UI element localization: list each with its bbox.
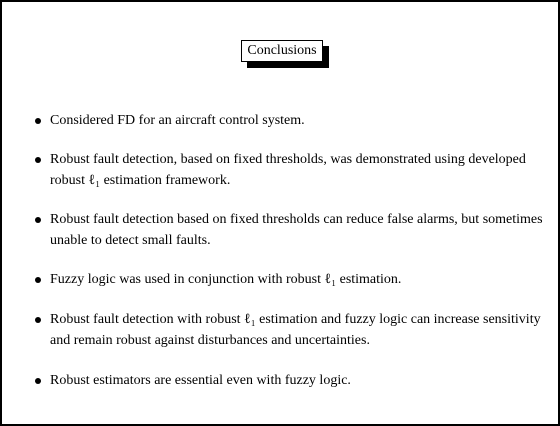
bullet-item-4 xyxy=(34,269,544,290)
bullet-dot-icon xyxy=(35,217,41,223)
bullet-list xyxy=(34,110,544,410)
slide-title: Conclusions xyxy=(241,40,322,62)
bullet-text: Fuzzy logic was used in conjunction with robust ℓ₁ estimation. xyxy=(50,272,402,287)
bullet-item-2 xyxy=(34,149,544,191)
bullet-text: Robust estimators are essential even with fuzzy logic. xyxy=(50,373,351,388)
bullet-dot-icon xyxy=(35,378,41,384)
bullet-item-6 xyxy=(34,370,544,391)
bullet-dot-icon xyxy=(35,157,41,163)
bullet-item-3 xyxy=(34,209,544,251)
bullet-item-1 xyxy=(34,110,544,131)
bullet-text: Robust fault detection based on fixed thresholds can reduce false alarms, but sometimes unable to detect small faults. xyxy=(50,212,543,248)
title-area xyxy=(2,40,558,62)
bullet-dot-icon xyxy=(35,317,41,323)
bullet-text: Considered FD for an aircraft control system. xyxy=(50,113,305,128)
bullet-text: Robust fault detection, based on fixed thresholds, was demonstrated using developed robust ℓ₁ estimation framework. xyxy=(50,152,526,188)
bullet-dot-icon xyxy=(35,118,41,124)
bullet-dot-icon xyxy=(35,277,41,283)
bullet-text: Robust fault detection with robust ℓ₁ estimation and fuzzy logic can increase sensitivity and remain robust against disturbances and uncertainties. xyxy=(50,312,541,348)
bullet-item-5 xyxy=(34,309,544,351)
